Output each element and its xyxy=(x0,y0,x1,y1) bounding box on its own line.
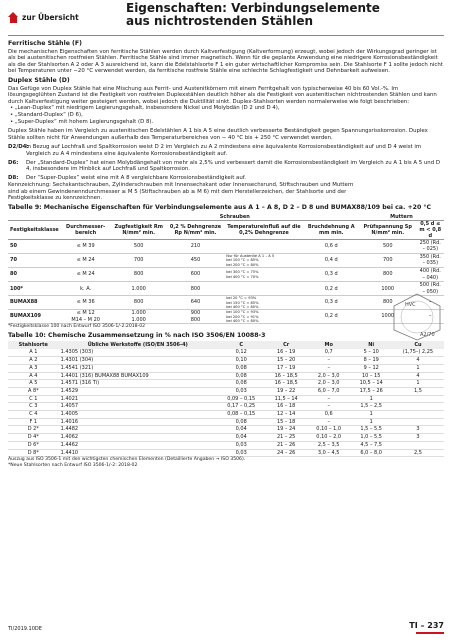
table9-cell: 800 xyxy=(167,282,224,296)
note-d8: D8: Der “Super-Duplex” weist eine mit A 8 vergleichbare Korrosionsbeständigkeit auf. xyxy=(8,174,246,181)
table10-cell: D 4* xyxy=(8,434,59,442)
table10-cell: 0,08 xyxy=(217,364,266,372)
main-content xyxy=(8,41,444,468)
table10-cell: 6,0 – 7,0 xyxy=(307,387,351,395)
table10-cell: 5 – 10 xyxy=(351,349,392,356)
table9-group-schrauben: Schrauben xyxy=(111,214,359,221)
table10-cell: C 4 xyxy=(8,411,59,419)
table9-cell: 800 xyxy=(111,268,167,282)
table9-cell: 70 xyxy=(8,253,61,267)
table10-cell: 0,04 xyxy=(217,434,266,442)
table10-cell: 1.4529 xyxy=(59,387,217,395)
table9-group-muttern: Muttern xyxy=(359,214,444,221)
table10-cell: – xyxy=(307,364,351,372)
table10-cell: 2,5 xyxy=(392,449,444,457)
table10-cell: F 1 xyxy=(8,418,59,426)
table10-row xyxy=(8,364,444,372)
table10-cell: 0,08 xyxy=(217,380,266,388)
table10-cell: 21 – 25 xyxy=(266,434,307,442)
table10-cell xyxy=(392,418,444,426)
duplex-bullet-3: • „Super-Duplex“ mit hohem Legierungsgehalt (D 8). xyxy=(10,118,154,125)
ferrit-paragraph: Die mechanischen Eigenschaften von ferritische Stählen werden durch Kaltverfestigung (Kaltverformung) erzeugt, wobei jedoch der Wirkungsgrad geringer ist als bei austenitischen rostfreien Stählen. Ferritische Stähle sind immer magnetisch. Wenn für die geplante Anwendung eine niedrigere Korrosionsbeständigkeit als die der Stahlsorten A 2 oder A 3 ausreichend ist, kann die Edelstahlsorte F 1 ein guter wirtschaftlicher Kompromiss sein. Die Stahlsorte F 1 sollte jedoch nicht bei Temperaturen unter −20 °C verwendet werden, da ferritische rostfreie Stähle eine schlechte Schlagfestigkeit und Dehnbarkeit aufweisen. xyxy=(8,48,443,75)
table10-cell: 1.4571 (316 Ti) xyxy=(59,380,217,388)
table10-cell: 1,5 xyxy=(392,387,444,395)
table10-cell: 17,5 – 26 xyxy=(351,387,392,395)
table10-cell: A 4 xyxy=(8,372,59,380)
table10-cell: – xyxy=(307,403,351,411)
table10-cell: 0,09 – 0,15 xyxy=(217,395,266,403)
table9-cell: – xyxy=(416,296,444,310)
table9-cell: 450 xyxy=(167,253,224,267)
table9-header: Temperatureinfluß auf die 0,2% Dehngrenze xyxy=(227,223,301,236)
duplex-bullet-1: • „Lean-Duplex“ mit niedrigem Legierungsgehalt, insbesondere Nickel und Molybdän (D 2 und D 4), xyxy=(10,105,280,112)
note-d6: D6: Der „Standard-Duplex“ hat einen Molybdängehalt von mehr als 2,5% und verbessert damit die Korrosionsbeständigkeit im Vergleich zu A 1 bis A 5 und D 4, insbesondere im Hinblick auf Lochfraß und Spaltkorrosion. xyxy=(8,159,440,173)
table9-cell: 250 (Rd. – 025) xyxy=(416,239,444,253)
table10-cell: 1 xyxy=(392,364,444,372)
table9-cell: 400 (Rd. – 040) xyxy=(416,268,444,282)
table10-cell: A 3 xyxy=(8,364,59,372)
table9-cell: Nur für Austenite A 1 – A 5 bei 100 °C = 85% bei 200 °C = 80% xyxy=(224,253,303,267)
table9-header: Durchmesser-bereich xyxy=(66,223,106,236)
table9-cell xyxy=(224,282,303,296)
table9-cell: 0,3 d xyxy=(304,296,359,310)
table10-row xyxy=(8,372,444,380)
table9-cell: 0,6 d xyxy=(304,239,359,253)
table9-cell: – xyxy=(416,310,444,324)
table9-row xyxy=(8,253,444,267)
table10-cell: 16 – 19 xyxy=(266,349,307,356)
page-number: TI – 237 xyxy=(409,621,444,630)
bolt-label-top: HVC xyxy=(405,302,416,308)
table10-row xyxy=(8,395,444,403)
table10-cell: 1 xyxy=(392,380,444,388)
table9-row xyxy=(8,296,444,310)
page-title-line1: Eigenschaften: Verbindungselemente xyxy=(126,1,380,15)
table10-cell: 0,04 xyxy=(217,426,266,434)
bolt-head-marking-icon xyxy=(390,292,444,342)
table9-cell: 1000 xyxy=(359,282,417,296)
table9-header: Festigkeitsklasse xyxy=(10,226,59,233)
table10-cell: 0,6 xyxy=(307,411,351,419)
table10-cell: 4,5 – 7,5 xyxy=(351,441,392,449)
table10-cell: A 8* xyxy=(8,387,59,395)
table10-cell: 10 – 15 xyxy=(351,372,392,380)
table10-row xyxy=(8,418,444,426)
table10-title: Tabelle 10: Chemische Zusammensetzung in % nach ISO 3506/EN 10088-3 xyxy=(8,331,266,339)
table9 xyxy=(8,214,444,325)
table10-row xyxy=(8,434,444,442)
table9-cell: 50 xyxy=(8,239,61,253)
duplex-bullet-2: • „Standard-Duplex“ (D 6), xyxy=(10,111,83,118)
table10-cell xyxy=(392,411,444,419)
table10-cell: 0,7 xyxy=(307,349,351,356)
duplex-paragraph-2: Duplex Stähle haben im Vergleich zu austenitischen Edelstählen A 1 bis A 5 eine deutlich verbesserte Beständigkeit gegen Spannungsrisskorrosion. Duplex Stähle sollten nicht für Anwendungen außerhalb des Temperaturbereiches von − 40 °C bis + 250 °C verwendet werden. xyxy=(8,128,428,141)
table10-cell: 1.4482 xyxy=(59,426,217,434)
table10-cell xyxy=(392,441,444,449)
table10-footnote-2: *Neue Stahlsorten nach Entwurf ISO 3506-1/-2: 2018-02 xyxy=(8,462,138,468)
table10-cell: 12 – 14 xyxy=(266,411,307,419)
table10-cell: 0,03 xyxy=(217,441,266,449)
table10-row xyxy=(8,349,444,356)
table10-row xyxy=(8,403,444,411)
table10-cell: A 2 xyxy=(8,357,59,365)
marking-paragraph: Kennzeichnung: Sechskantschrauben, Zylinderschrauben mit Innensechskant oder Innensechsrund, Stiftschrauben und Muttern sind ab einem Gewindenenndurchmesser ≥ M 5 (Stiftschrauben ab ≥ M 6) mit dem Herstellerzeichen, der Stahlsorte und der Festigkeitsklasse zu kennzeichnen. xyxy=(8,182,354,202)
table10-cell: 1 xyxy=(351,395,392,403)
duplex-paragraph: Das Gefüge von Duplex Stähle hat eine Mischung aus Ferrit- und Austenitkörnern mit einem Ferritgehalt von typischerweise 40 bis 60 Vol.-%. Im lösungsgeglühten Zustand ist die Festigkeit von rostfreien Duplexstählen deutlich höher als die Festigkeit von austenitischen nichtrostenden Stählen und kann durch Kaltverfestigung weiter gesteigert werden, wobei jedoch die Duktilität sinkt. Duplex-Stahlsorten werden normalerweise wie folgt beschrieben: xyxy=(8,85,437,105)
table10-cell: 2,0 – 3,0 xyxy=(307,380,351,388)
table9-cell: BUMAX109 xyxy=(8,310,61,324)
table10-row xyxy=(8,380,444,388)
table9-cell: ≤ M 24 xyxy=(61,253,111,267)
table10-cell: 0,12 xyxy=(217,349,266,356)
table10-row xyxy=(8,426,444,434)
table10-cell: 1.4021 xyxy=(59,395,217,403)
table10-cell: 9 – 12 xyxy=(351,364,392,372)
table9-cell: 0,2 d xyxy=(304,282,359,296)
page-title-line2: aus nichtrostenden Stählen xyxy=(126,14,313,28)
table9-cell: 500 (Rd. – 050) xyxy=(416,282,444,296)
table10-header: Cr xyxy=(266,341,307,349)
table10-cell: 0,10 – 1,0 xyxy=(307,426,351,434)
table10-cell: 1.4057 xyxy=(59,403,217,411)
table9-cell: 500 xyxy=(111,239,167,253)
table10-header: C xyxy=(217,341,266,349)
table10-cell: A 1 xyxy=(8,349,59,356)
table9-header: 0,2 % Dehngrenze Rp N/mm² min. xyxy=(169,223,222,236)
table9-cell: bei 20 °C = 93% bei 150 °C = 85% bei 400 °C = 80% xyxy=(224,296,303,310)
table10-cell: 2,0 – 3,0 xyxy=(307,372,351,380)
table10-cell: 3 xyxy=(392,434,444,442)
table9-cell: 0,2 d xyxy=(304,310,359,324)
table10-header: Ni xyxy=(351,341,392,349)
table9-row xyxy=(8,310,444,324)
table9-cell: BUMAX88 xyxy=(8,296,61,310)
table10 xyxy=(8,341,444,457)
table10-cell: 16 – 18 xyxy=(266,403,307,411)
table9-cell: ≤ M 36 xyxy=(61,296,111,310)
header-divider xyxy=(8,35,444,36)
table10-cell: D 8* xyxy=(8,449,59,457)
table9-cell: ≤ M 24 xyxy=(61,268,111,282)
table10-row xyxy=(8,357,444,365)
table10-cell: 1.4016 xyxy=(59,418,217,426)
table9-cell: 0,4 d xyxy=(304,253,359,267)
page-accent-bar xyxy=(416,632,444,634)
table10-cell: 1 xyxy=(351,418,392,426)
table10-cell: 16 – 18,5 xyxy=(266,380,307,388)
table10-cell: 19 – 22 xyxy=(266,387,307,395)
table9-cell: 210 xyxy=(167,239,224,253)
table10-cell: 4 xyxy=(392,357,444,365)
table10-cell: 1 xyxy=(351,411,392,419)
table10-cell: 1,5 – 5,5 xyxy=(351,426,392,434)
table10-cell: 15 – 20 xyxy=(266,357,307,365)
table9-cell: 350 (Rd. – 035) xyxy=(416,253,444,267)
ferrit-heading: Ferritische Stähle (F) xyxy=(8,40,82,47)
table10-cell: 3,0 – 4,5 xyxy=(307,449,351,457)
table9-cell: ≤ M 39 xyxy=(61,239,111,253)
table10-cell: 1,0 – 5,5 xyxy=(351,434,392,442)
table10-cell: 4 xyxy=(392,372,444,380)
table10-cell: C 3 xyxy=(8,403,59,411)
table10-row xyxy=(8,449,444,457)
table10-cell: 0,10 xyxy=(217,357,266,365)
table10-cell: 21 – 26 xyxy=(266,441,307,449)
table10-cell: (1,75–) 2,25 xyxy=(392,349,444,356)
table10-cell: 6,0 – 8,0 xyxy=(351,449,392,457)
footer-code: TI/2019.10DE xyxy=(8,626,42,632)
table9-cell: 100* xyxy=(8,282,61,296)
table10-cell: 1.4410 xyxy=(59,449,217,457)
table9-cell: 800 xyxy=(359,268,417,282)
table10-cell: – xyxy=(307,395,351,403)
table9-cell: 800 xyxy=(359,296,417,310)
table9-cell: 80 xyxy=(8,268,61,282)
table10-cell: 1.4541 (321) xyxy=(59,364,217,372)
table10-cell: 1.4305 (303) xyxy=(59,349,217,356)
table10-cell: 10,5 – 14 xyxy=(351,380,392,388)
overview-link-label[interactable]: zur Übersicht xyxy=(22,13,79,22)
table9-row xyxy=(8,268,444,282)
table10-row xyxy=(8,387,444,395)
table10-cell: 2,5 – 3,5 xyxy=(307,441,351,449)
table10-header: Übliche Werkstoffe (ISO/EN 3506-4) xyxy=(59,341,217,349)
table10-cell: 11,5 – 14 xyxy=(266,395,307,403)
table10-header: Cu xyxy=(392,341,444,349)
table10-cell: 1.4301 (304) xyxy=(59,357,217,365)
table10-cell: 1.4005 xyxy=(59,411,217,419)
table9-cell: 600 xyxy=(167,268,224,282)
table10-cell: 0,10 – 2,0 xyxy=(307,434,351,442)
table9-cell: 800 xyxy=(111,296,167,310)
table10-cell xyxy=(392,403,444,411)
table10-cell: A 5 xyxy=(8,380,59,388)
table9-cell: bei 300 °C = 75% bei 400 °C = 70% xyxy=(224,268,303,282)
table10-cell: 3 xyxy=(392,426,444,434)
table10-header: Mo xyxy=(307,341,351,349)
table10-cell: 8 – 19 xyxy=(351,357,392,365)
table9-cell: bei 100 °C = 93% bei 200 °C = 91% bei 400 °C = 80% xyxy=(224,310,303,324)
table10-cell: 0,03 xyxy=(217,387,266,395)
table9-cell: 1000 xyxy=(359,310,417,324)
table10-cell: 15 – 18 xyxy=(266,418,307,426)
table9-header: Prüfspannung Sp N/mm² min. xyxy=(363,223,412,236)
table9-row xyxy=(8,282,444,296)
table10-row xyxy=(8,411,444,419)
table9-cell: k. A. xyxy=(61,282,111,296)
table10-cell: 0,08 xyxy=(217,418,266,426)
table9-cell: 700 xyxy=(111,253,167,267)
duplex-heading: Duplex Stähle (D) xyxy=(8,76,70,84)
table9-cell: 640 xyxy=(167,296,224,310)
table10-cell xyxy=(392,395,444,403)
table9-row xyxy=(8,239,444,253)
overview-link[interactable] xyxy=(8,12,79,23)
home-icon xyxy=(8,12,19,23)
table10-cell: 16 – 18,5 xyxy=(266,372,307,380)
table9-cell: 0,3 d xyxy=(304,268,359,282)
page-title xyxy=(126,2,380,28)
table10-cell: – xyxy=(307,418,351,426)
table10-cell: 17 – 19 xyxy=(266,364,307,372)
table10-cell: 1.4062 xyxy=(59,434,217,442)
table10-cell: 1,5 – 2,5 xyxy=(351,403,392,411)
table10-cell: – xyxy=(307,357,351,365)
table9-cell: 700 xyxy=(359,253,417,267)
table9-cell: 1.000 1.000 xyxy=(111,310,167,324)
table10-cell: C 1 xyxy=(8,395,59,403)
table10-cell: 0,08 – 0,15 xyxy=(217,411,266,419)
table9-header: Bruchdehnung A mm min. xyxy=(307,223,355,236)
page-header xyxy=(8,2,444,38)
table9-cell: 900 800 xyxy=(167,310,224,324)
table10-footnote-1: Auszug aus ISO 3506-1 mit den wichtigsten chemischen Elementen (Detaillierte Angaben → ISO 3506). xyxy=(8,457,246,463)
table10-cell: D 6* xyxy=(8,441,59,449)
table9-cell: ≤ M 12 M14 – M 20 xyxy=(61,310,111,324)
table9-title: Tabelle 9: Mechanische Eigenschaften für Verbindungselemente aus A 1 – A 8, D 2 – D 8 und BUMAX88/109 bei ca. +20 °C xyxy=(8,204,432,212)
table10-header: Stahlsorte xyxy=(8,341,59,349)
table9-cell: 1.000 xyxy=(111,282,167,296)
table10-cell: 0,17 – 0,25 xyxy=(217,403,266,411)
table10-row xyxy=(8,441,444,449)
table10-cell: 1.4462 xyxy=(59,441,217,449)
table10-cell: D 2* xyxy=(8,426,59,434)
table10-cell: 0,08 xyxy=(217,372,266,380)
table9-header: 0,5 d ≤ m < 0,8 d xyxy=(419,220,442,239)
table10-cell: 24 – 26 xyxy=(266,449,307,457)
table10-cell: 19 – 24 xyxy=(266,426,307,434)
table10-cell: 0,03 xyxy=(217,449,266,457)
table9-cell: 500 xyxy=(359,239,417,253)
table9-cell xyxy=(224,239,303,253)
bolt-label-bottom: A2/70 xyxy=(420,332,435,338)
table9-header: Zugfestigkeit Rm N/mm² min. xyxy=(114,223,163,236)
note-d2-d4: D2/D4: In Bezug auf Lochfraß und Spaltkorrosion weist D 2 im Vergleich zu A 2 mindestens eine äquivalente Korrosionsbeständigkeit auf und D 4 weist im Vergleich zu A 4 mindestens eine äquivalente Korrosionsbeständigkeit auf. xyxy=(8,144,422,157)
table9-footnote: *Festigkeitsklasse 100 nach Entwurf ISO 3506-1/-2:2018-02 xyxy=(8,324,146,330)
table10-cell: 1.4401 (316) BUMAX88 BUMAX109 xyxy=(59,372,217,380)
